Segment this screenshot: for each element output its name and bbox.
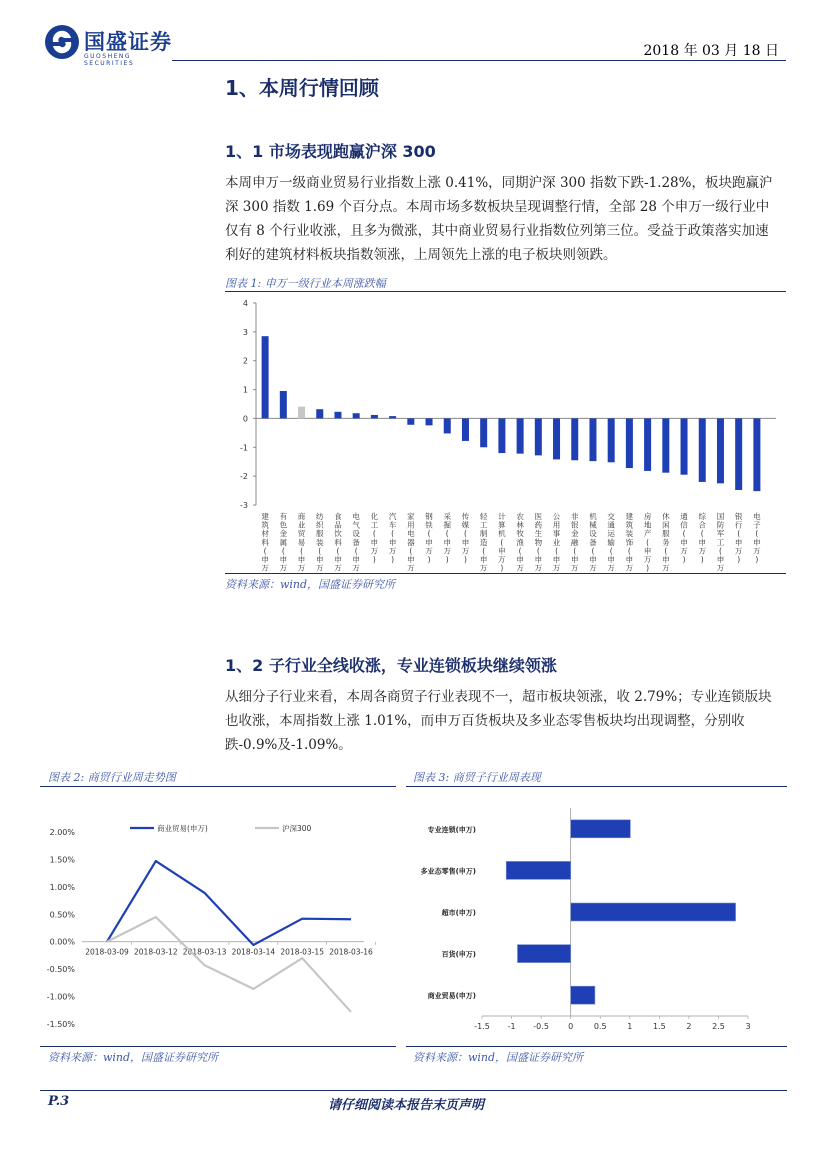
x-tick-label-char: 牧 (516, 529, 524, 539)
y-tick-label: -3 (240, 501, 248, 510)
x-tick-label-char: 子 (753, 520, 761, 530)
x-tick-label-char: ( (391, 529, 395, 539)
bar (353, 413, 360, 418)
x-tick-label-char: 机 (498, 529, 506, 539)
y-tick-label: 百货(申万) (441, 950, 476, 959)
x-tick-label-char: ( (646, 537, 650, 547)
bar (407, 418, 414, 424)
x-tick-label-char: 综 (698, 512, 706, 521)
x-tick-label-char: 申 (498, 546, 506, 556)
x-tick-label-char: 气 (352, 520, 360, 530)
bar (571, 903, 736, 921)
x-tick-label-char: 造 (479, 537, 488, 547)
x-tick-label-char: ( (536, 546, 540, 556)
bar (662, 418, 669, 472)
x-tick-label-char: 万 (316, 563, 324, 573)
x-tick-label-char: 万 (607, 563, 615, 573)
figure-1-top-rule (225, 291, 786, 292)
subsection-2-paragraph: 从细分子行业来看，本周各商贸子行业表现不一，超市板块领涨，收 2.79%；专业连锁版块也收涨，本周指数上涨 1.01%，而申万百货板块及多业态零售板块均出现调整，分别收跌-0.9%及-1.09%。 (225, 689, 772, 753)
x-tick-label-char: 化 (370, 512, 379, 521)
x-tick-label-char: 万 (461, 546, 470, 556)
x-tick-label-char: 用 (407, 520, 415, 530)
x-tick-label-char: 铁 (425, 520, 433, 530)
x-tick-label-char: ( (591, 546, 595, 556)
x-tick-label-char: 银 (571, 520, 579, 530)
y-tick-label: 0.50% (49, 910, 75, 920)
commerce-trend-chart (40, 788, 396, 1046)
x-tick-label-char: 申 (734, 537, 743, 547)
x-tick-label-char: ) (463, 555, 467, 564)
x-tick-label-char: ( (500, 537, 504, 547)
logo-name: 国盛证券 (84, 30, 172, 54)
x-tick-label-char: 万 (498, 555, 506, 564)
x-tick-label-char: 务 (662, 537, 670, 547)
x-tick-label-char: 申 (352, 555, 360, 564)
x-tick-label-char: 申 (388, 537, 397, 547)
x-tick-label-char: 色 (279, 520, 288, 530)
x-tick-label-char: 防 (716, 520, 725, 530)
footer-disclaimer: 请仔细阅读本报告末页声明 (328, 1098, 485, 1113)
x-tick-label-char: 用 (552, 520, 561, 530)
x-tick-label-char: 万 (388, 546, 397, 556)
bar (571, 820, 631, 838)
x-tick-label-char: 家 (407, 512, 415, 521)
x-tick-label-char: 运 (607, 529, 615, 539)
x-tick-label-char: ( (627, 546, 631, 556)
x-tick-label: 2.5 (712, 1022, 725, 1031)
x-tick-label-char: 采 (443, 512, 451, 521)
y-tick-label: -1 (240, 443, 248, 453)
x-tick-label-char: 申 (316, 555, 324, 564)
sub-industry-chart (406, 788, 787, 1046)
x-tick-label-char: 车 (388, 520, 397, 530)
x-tick-label-char: ( (664, 546, 668, 556)
x-tick-label-char: 申 (716, 555, 725, 564)
x-tick-label-char: 万 (589, 563, 597, 573)
x-tick-label-char: ( (300, 546, 304, 556)
bar (444, 418, 451, 433)
x-tick-label-char: 料 (334, 537, 342, 547)
x-tick-label-char: 设 (352, 529, 360, 539)
x-tick-label-char: 易 (297, 537, 306, 547)
x-tick-label-char: 万 (734, 546, 743, 556)
y-tick-label: 0 (242, 414, 248, 424)
x-tick-label-char: ( (263, 546, 267, 556)
bar (535, 418, 542, 455)
x-tick-label-char: 建 (625, 512, 634, 521)
x-tick-label-char: 事 (552, 529, 561, 539)
y-tick-label: 1.50% (49, 855, 75, 865)
x-tick-label: -1.5 (474, 1022, 490, 1031)
x-tick-label-char: 传 (461, 512, 470, 521)
x-tick-label-char: 万 (698, 546, 706, 556)
bar (553, 418, 560, 459)
logo-subtitle: GUOSHENG SECURITIES (84, 53, 135, 67)
x-tick-label: 2018-03-16 (329, 947, 373, 957)
x-tick-label-char: ( (318, 546, 322, 556)
series-line (107, 861, 351, 945)
figure-3-bottom-rule (406, 1046, 787, 1047)
x-tick-label-char: ( (555, 546, 559, 556)
x-tick-label-char: ) (500, 563, 504, 573)
x-tick-label-char: 万 (370, 546, 379, 556)
figure-2-title: 图表 2: 商贸行业周走势图 (48, 771, 176, 784)
x-tick-label-char: 申 (552, 555, 561, 564)
bar (426, 418, 433, 425)
x-tick-label-char: 房 (643, 512, 652, 521)
x-tick-label: 2018-03-09 (85, 947, 129, 957)
x-tick-label-char: 械 (589, 520, 597, 530)
bar (626, 418, 633, 468)
x-tick-label-char: 商 (297, 512, 306, 521)
x-tick-label-char: 设 (589, 529, 597, 539)
x-tick-label: 1 (627, 1022, 633, 1031)
x-tick-label-char: ( (755, 529, 759, 539)
x-tick-label-char: ) (700, 555, 704, 564)
x-tick-label-char: 申 (334, 555, 342, 564)
x-tick-label-char: 装 (316, 537, 324, 547)
x-tick-label-char: 生 (534, 529, 543, 539)
x-tick-label-char: 饮 (334, 529, 342, 539)
x-tick-label-char: ) (427, 555, 431, 564)
x-tick-label-char: 服 (316, 529, 324, 539)
y-tick-label: 4 (242, 299, 248, 308)
x-tick-label-char: 电 (352, 512, 360, 521)
page-number: P.3 (48, 1094, 70, 1109)
x-tick-label-char: 申 (425, 537, 433, 547)
y-tick-label: -2 (240, 472, 248, 482)
x-tick-label-char: 申 (479, 555, 488, 564)
x-tick-label-char: 军 (716, 529, 725, 539)
figure-3-title: 图表 3: 商贸子行业周表现 (413, 771, 541, 784)
x-tick-label-char: 机 (589, 512, 597, 521)
x-tick-label-char: 万 (261, 563, 269, 573)
x-tick-label-char: ( (427, 529, 431, 539)
x-tick-label-char: ( (682, 529, 686, 539)
x-tick-label-char: ( (354, 546, 358, 556)
x-tick-label-char: 备 (589, 537, 597, 547)
x-tick-label-char: ( (445, 529, 449, 539)
x-tick-label-char: 医 (534, 512, 543, 521)
bar (589, 418, 596, 461)
x-tick-label-char: 行 (734, 520, 743, 530)
x-tick-label-char: 万 (407, 563, 415, 573)
x-tick-label-char: 国 (716, 512, 725, 521)
x-tick-label-char: ( (409, 546, 413, 556)
x-tick-label-char: 万 (334, 563, 342, 573)
bar (517, 945, 570, 963)
x-tick-label-char: 筑 (261, 520, 269, 530)
bar (717, 418, 724, 483)
x-tick-label-char: 汽 (388, 512, 397, 521)
x-tick-label-char: 属 (279, 537, 288, 547)
figure-1-source: 资料来源：wind，国盛证券研究所 (225, 578, 396, 591)
x-tick-label-char: 算 (498, 520, 506, 530)
x-tick-label: 2018-03-12 (134, 947, 178, 957)
x-tick-label: 3 (745, 1022, 751, 1031)
figure-2-source: 资料来源：wind，国盛证券研究所 (48, 1051, 219, 1064)
x-tick-label-char: 纺 (316, 512, 324, 521)
bar (681, 418, 688, 474)
y-tick-label: 2 (242, 356, 248, 366)
y-tick-label: 1.00% (49, 882, 75, 892)
x-tick-label-char: 电 (407, 529, 415, 539)
x-tick-label-char: ) (755, 555, 759, 564)
x-tick-label-char: 申 (753, 537, 761, 547)
x-tick-label-char: 万 (297, 563, 306, 573)
y-tick-label: 专业连锁(申万) (427, 825, 476, 834)
x-tick-label-char: 万 (571, 563, 579, 573)
x-tick-label-char: 万 (680, 546, 688, 556)
x-tick-label-char: 申 (297, 555, 306, 564)
x-tick-label-char: 万 (534, 563, 543, 573)
y-tick-label: 2.00% (49, 828, 75, 837)
x-tick-label-char: ) (372, 555, 376, 564)
x-tick-label-char: 万 (516, 563, 524, 573)
x-tick-label-char: 申 (625, 555, 634, 564)
subsection-1-title: 1、1 市场表现跑赢沪深 300 (225, 142, 436, 161)
x-tick-label-char: 材 (261, 529, 269, 539)
x-tick-label-char: 品 (334, 520, 342, 530)
x-tick-label-char: 公 (552, 512, 561, 521)
bar (280, 391, 287, 418)
bar (506, 861, 570, 879)
x-tick-label-char: 产 (643, 529, 652, 539)
x-tick-label-char: 交 (607, 512, 615, 521)
x-tick-label-char: 信 (680, 520, 688, 530)
x-tick-label-char: 通 (607, 520, 615, 530)
x-tick-label-char: ) (682, 555, 686, 564)
figure-1-bottom-rule (225, 573, 786, 574)
y-tick-label: -1.00% (46, 992, 75, 1002)
x-tick-label-char: 食 (334, 512, 342, 521)
x-tick-label-char: 服 (662, 529, 670, 539)
x-tick-label-char: 电 (753, 512, 761, 521)
y-tick-label: -0.50% (46, 965, 75, 975)
header-logo (44, 24, 174, 67)
x-tick-label-char: 休 (662, 512, 670, 521)
x-tick-label-char: ( (718, 546, 722, 556)
bar (753, 418, 760, 491)
x-tick-label-char: 申 (643, 546, 652, 556)
x-tick-label-char: 通 (680, 512, 688, 521)
industry-weekly-change-chart (225, 293, 786, 573)
bar (480, 418, 487, 447)
x-tick-label: 1.5 (652, 1022, 666, 1031)
bar (735, 418, 742, 490)
x-tick-label-char: ) (646, 563, 650, 573)
x-tick-label: 0.5 (593, 1022, 607, 1031)
x-tick-label-char: 地 (643, 520, 652, 530)
x-tick-label-char: 万 (716, 563, 725, 573)
footer-rule (40, 1090, 787, 1091)
subsection-2-title: 1、2 子行业全线收涨，专业连锁板块继续领涨 (225, 656, 557, 675)
x-tick-label-char: 业 (552, 537, 561, 547)
x-tick-label-char: ( (573, 546, 577, 556)
bar (644, 418, 651, 471)
x-tick-label-char: 物 (534, 537, 543, 547)
legend-label: 商业贸易(申万) (157, 824, 208, 833)
x-tick-label-char: 申 (607, 555, 615, 564)
header-rule (172, 60, 786, 61)
x-tick-label-char: 万 (443, 546, 451, 556)
x-tick-label-char: 备 (352, 537, 360, 547)
x-tick-label-char: 渔 (516, 537, 524, 547)
subsection-1-paragraph: 本周申万一级商业贸易行业指数上涨 0.41%，同期沪深 300 指数下跌-1.28%，板块跑赢沪深 300 指数 1.69 个百分点。本周市场多数板块呈现调整行情，全部 28 个申万一级行业中仅有 8 个行业收涨，且多为微涨，其中商业贸易行业指数位列第三位。受益于政策落实加速利好的建筑材料板块指数领涨，上周领先上涨的电子板块则领跌。 (225, 175, 773, 263)
x-tick-label-char: ( (737, 529, 741, 539)
x-tick-label-char: 金 (279, 529, 288, 539)
x-tick-label-char: 万 (552, 563, 561, 573)
figure-3-source: 资料来源：wind，国盛证券研究所 (413, 1051, 584, 1064)
x-tick-label-char: 药 (534, 520, 543, 530)
figure-2-bottom-rule (40, 1046, 396, 1047)
x-tick-label-char: 申 (516, 555, 524, 564)
x-tick-label-char: 万 (279, 563, 288, 573)
x-tick-label-char: 申 (534, 555, 543, 564)
x-tick-label: 2 (686, 1022, 692, 1031)
x-tick-label-char: 器 (407, 537, 415, 547)
x-tick-label-char: ( (609, 546, 613, 556)
x-tick-label-char: 工 (370, 520, 379, 530)
x-tick-label-char: 织 (316, 520, 324, 530)
x-tick-label-char: ) (737, 555, 741, 564)
y-tick-label: 超市(申万) (441, 909, 476, 917)
x-tick-label-char: 万 (479, 563, 488, 573)
x-tick-label-char: 工 (716, 537, 725, 547)
x-tick-label-char: 银 (734, 512, 743, 521)
bar (462, 418, 469, 441)
x-tick-label-char: 制 (479, 529, 488, 539)
x-tick-label-char: 筑 (625, 520, 634, 530)
x-tick-label-char: ( (372, 529, 376, 539)
x-tick-label-char: 申 (407, 555, 415, 564)
x-tick-label-char: 申 (461, 537, 470, 547)
x-tick-label-char: 贸 (297, 529, 306, 539)
bar (517, 418, 524, 453)
x-tick-label: 2018-03-13 (182, 947, 227, 957)
bar (571, 418, 578, 460)
x-tick-label-char: 万 (352, 563, 360, 573)
x-tick-label-char: 非 (571, 512, 579, 521)
x-tick-label: -0.5 (533, 1022, 549, 1031)
bar (699, 418, 706, 481)
x-tick-label-char: 万 (643, 555, 652, 564)
figure-2-top-rule (40, 786, 396, 787)
x-tick-label-char: ) (391, 555, 395, 564)
x-tick-label-char: 饰 (625, 537, 634, 547)
x-tick-label-char: 有 (279, 512, 288, 521)
x-tick-label-char: 万 (625, 563, 634, 573)
x-tick-label-char: ( (281, 546, 285, 556)
bar (498, 418, 505, 453)
y-tick-label: 1 (242, 385, 248, 395)
bar (334, 412, 341, 419)
x-tick-label-char: 申 (443, 537, 451, 547)
x-tick-label: 0 (568, 1022, 574, 1031)
x-tick-label-char: 工 (479, 520, 488, 530)
x-tick-label-char: 轻 (479, 512, 488, 521)
x-tick-label-char: ( (463, 529, 467, 539)
x-tick-label-char: ( (700, 529, 704, 539)
x-tick-label-char: 万 (662, 563, 670, 573)
x-tick-label-char: 申 (662, 555, 670, 564)
x-tick-label-char: 建 (261, 512, 269, 521)
x-tick-label-char: 输 (607, 537, 615, 547)
logo-mark-icon (44, 24, 80, 60)
x-tick-label-char: 申 (589, 555, 597, 564)
x-tick-label-char: 万 (425, 546, 433, 556)
x-tick-label-char: 申 (370, 537, 379, 547)
x-tick-label-char: 料 (261, 537, 269, 547)
report-date: 2018 年 03 月 18 日 (643, 43, 779, 59)
y-tick-label: 多业态零售(申万) (420, 867, 476, 876)
x-tick-label-char: ( (482, 546, 486, 556)
x-tick-label-char: 钢 (425, 512, 433, 521)
series-line (107, 917, 351, 1012)
x-tick-label-char: 媒 (461, 520, 470, 530)
x-tick-label-char: 金 (571, 529, 579, 539)
x-tick-label-char: 农 (516, 512, 524, 521)
bar (298, 407, 305, 419)
x-tick-label-char: 林 (516, 520, 524, 530)
section-title: 1、本周行情回顾 (225, 76, 379, 100)
x-tick-label-char: 申 (698, 537, 706, 547)
y-tick-label: 商业贸易(申万) (427, 992, 476, 1001)
bar (571, 986, 595, 1004)
bar (262, 336, 269, 418)
y-tick-label: 0.00% (49, 937, 75, 947)
x-tick-label-char: 装 (625, 529, 634, 539)
bar (371, 415, 378, 418)
x-tick-label-char: ( (336, 546, 340, 556)
x-tick-label-char: 掘 (443, 520, 451, 530)
x-tick-label-char: 万 (753, 546, 761, 556)
figure-3-top-rule (406, 786, 787, 787)
x-tick-label-char: 计 (498, 512, 506, 521)
x-tick-label-char: ( (518, 546, 522, 556)
x-tick-label-char: 融 (571, 537, 579, 547)
bar (608, 418, 615, 462)
bar (389, 416, 396, 418)
bar (316, 409, 323, 418)
legend-label: 沪深300 (282, 824, 312, 833)
figure-1-title: 图表 1: 申万一级行业本周涨跌幅 (225, 277, 386, 290)
x-tick-label-char: 合 (698, 520, 706, 530)
x-tick-label-char: 申 (571, 555, 579, 564)
x-tick-label-char: 申 (261, 555, 269, 564)
y-tick-label: -1.50% (46, 1020, 75, 1029)
x-tick-label: 2018-03-15 (280, 947, 324, 957)
x-tick-label-char: 申 (279, 555, 288, 564)
x-tick-label-char: 闲 (662, 520, 670, 530)
y-tick-label: 3 (242, 327, 248, 337)
x-tick-label-char: 业 (297, 520, 306, 530)
x-tick-label-char: 申 (680, 537, 688, 547)
x-tick-label: -1 (507, 1022, 516, 1031)
x-tick-label-char: ) (445, 555, 449, 564)
x-tick-label: 2018-03-14 (231, 947, 276, 957)
